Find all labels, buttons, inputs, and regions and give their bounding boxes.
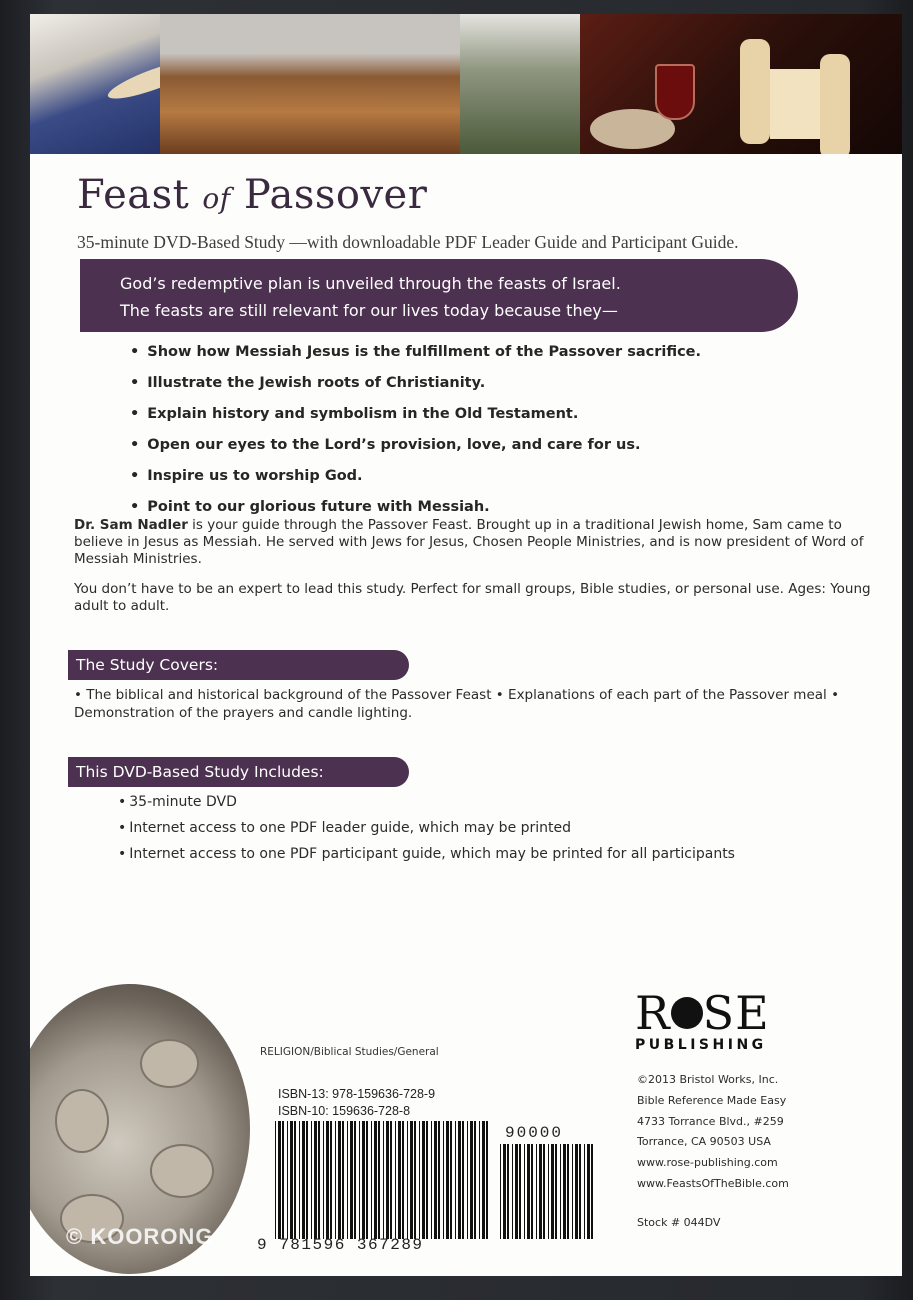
barcode-bar xyxy=(555,1144,557,1239)
barcode-bar xyxy=(563,1144,566,1239)
isbn10-label: ISBN-10: 159636-728-8 xyxy=(278,1104,411,1118)
banner-line: The feasts are still relevant for our lives today because they— xyxy=(120,301,618,320)
barcode-bar xyxy=(410,1121,413,1239)
barcode-bar xyxy=(591,1144,593,1239)
logo-wordmark: R SE xyxy=(635,986,770,1040)
barcode-bar xyxy=(503,1144,506,1239)
torah-scroll-image xyxy=(740,39,770,144)
publisher-line: 4733 Torrance Blvd., #259 xyxy=(637,1114,784,1128)
logo-subtitle: PUBLISHING xyxy=(635,1037,767,1053)
barcode-bar xyxy=(398,1121,401,1239)
barcode-bar xyxy=(584,1144,585,1239)
barcode-bar xyxy=(362,1121,365,1239)
banner-line: God’s redemptive plan is unveiled through the feasts of Israel. xyxy=(120,274,621,293)
includes-list xyxy=(118,794,735,872)
publisher-line: Torrance, CA 90503 USA xyxy=(637,1135,771,1149)
isbn13-label: ISBN-13: 978-159636-728-9 xyxy=(278,1087,436,1101)
barcode-bar xyxy=(524,1144,525,1239)
barcode-bar xyxy=(338,1121,341,1239)
barcode-bar xyxy=(326,1121,329,1239)
includes-heading: This DVD-Based Study Includes: xyxy=(68,757,409,787)
addon-number: 90000 xyxy=(505,1124,564,1142)
author-name: Dr. Sam Nadler xyxy=(74,517,188,533)
barcode-bar xyxy=(531,1144,533,1239)
barcode-bar xyxy=(342,1121,344,1239)
barcode-bar xyxy=(527,1144,530,1239)
barcode-bar xyxy=(486,1121,488,1239)
barcode-bar xyxy=(507,1144,509,1239)
barcode-bar xyxy=(587,1144,590,1239)
barcode-bar xyxy=(383,1121,384,1239)
list-item: • 35-minute DVD xyxy=(118,794,735,820)
barcode-bar xyxy=(299,1121,300,1239)
barcode-bar xyxy=(560,1144,561,1239)
study-covers-text: • The biblical and historical background of the Passover Feast • Explanations of each part of the Passover meal • Demonstration of the prayers and candle lighting. xyxy=(74,687,840,721)
list-item: • Point to our glorious future with Messiah. xyxy=(130,499,701,530)
barcode-bar xyxy=(314,1121,317,1239)
barcode-bar xyxy=(500,1144,501,1239)
barcode-bar xyxy=(335,1121,336,1239)
barcode-bar xyxy=(275,1121,276,1239)
publisher-info xyxy=(637,1070,789,1195)
seder-dish-image xyxy=(150,1144,214,1198)
intro-banner xyxy=(80,259,798,332)
barcode-number: 9 781596 367289 xyxy=(257,1236,424,1254)
barcode-bar xyxy=(575,1144,578,1239)
barcode-bar xyxy=(407,1121,408,1239)
benefits-list xyxy=(130,344,701,530)
barcode-bar xyxy=(371,1121,372,1239)
publisher-logo xyxy=(635,986,785,1053)
barcode-bar xyxy=(572,1144,573,1239)
barcode-bar xyxy=(419,1121,420,1239)
barcode-bar xyxy=(287,1121,288,1239)
barcode-bar xyxy=(395,1121,396,1239)
wine-glass-image xyxy=(655,64,695,120)
barcode xyxy=(273,1121,493,1239)
product-subtitle: 35-minute DVD-Based Study —with downloadable PDF Leader Guide and Participant Guide. xyxy=(77,232,739,252)
list-item: • Internet access to one PDF participant guide, which may be printed for all participants xyxy=(118,846,735,872)
barcode-bar xyxy=(455,1121,456,1239)
barcode-bar xyxy=(306,1121,308,1239)
study-covers-heading: The Study Covers: xyxy=(68,650,409,680)
barcode-bar xyxy=(434,1121,437,1239)
list-item: • Illustrate the Jewish roots of Christianity. xyxy=(130,375,701,406)
barcode-bar xyxy=(347,1121,348,1239)
stock-number: Stock # 044DV xyxy=(637,1216,721,1229)
category-label: RELIGION/Biblical Studies/General xyxy=(260,1046,439,1058)
back-cover xyxy=(30,14,902,1276)
barcode-bar xyxy=(543,1144,545,1239)
barcode-bar xyxy=(290,1121,293,1239)
product-title: Feast of Passover xyxy=(77,172,428,218)
list-item: • Internet access to one PDF leader guide, which may be printed xyxy=(118,820,735,846)
barcode-bar xyxy=(443,1121,444,1239)
barcode-bar xyxy=(450,1121,452,1239)
publisher-line: www.rose-publishing.com xyxy=(637,1156,778,1170)
barcode-bar xyxy=(350,1121,353,1239)
seder-dish-image xyxy=(55,1089,109,1153)
barcode-bar xyxy=(551,1144,554,1239)
barcode-bar xyxy=(462,1121,464,1239)
rose-icon xyxy=(671,997,703,1029)
barcode-bar xyxy=(567,1144,569,1239)
author-paragraph: Dr. Sam Nadler is your guide through the Passover Feast. Brought up in a traditional Jewish home, Sam came to believe in Jesus as Messiah. He served with Jews for Jesus, Chosen People Ministries, and is now president of Word of Messiah Ministries. xyxy=(74,517,864,567)
torah-scroll-image xyxy=(820,54,850,154)
list-item: • Open our eyes to the Lord’s provision, love, and care for us. xyxy=(130,437,701,468)
barcode-bar xyxy=(374,1121,377,1239)
barcode-bar xyxy=(515,1144,518,1239)
barcode-bar xyxy=(470,1121,473,1239)
barcode-bar xyxy=(354,1121,356,1239)
barcode-bar xyxy=(323,1121,324,1239)
watermark: © KOORONG xyxy=(66,1224,214,1249)
lambs-photo xyxy=(160,14,460,154)
torah-parchment-image xyxy=(770,69,820,139)
barcode-bar xyxy=(482,1121,485,1239)
barcode-bar xyxy=(579,1144,581,1239)
list-item: • Show how Messiah Jesus is the fulfillment of the Passover sacrifice. xyxy=(130,344,701,375)
barcode-bar xyxy=(311,1121,312,1239)
barcode-bar xyxy=(386,1121,389,1239)
barcode-bar xyxy=(519,1144,521,1239)
barcode-bar xyxy=(438,1121,440,1239)
barcode-bar xyxy=(458,1121,461,1239)
barcode-bar xyxy=(366,1121,368,1239)
barcode-bar xyxy=(359,1121,360,1239)
barcode-bar xyxy=(548,1144,549,1239)
barcode-bar xyxy=(282,1121,284,1239)
barcode-bar xyxy=(278,1121,281,1239)
barcode-bar xyxy=(536,1144,537,1239)
publisher-line: Bible Reference Made Easy xyxy=(637,1093,787,1107)
barcode-bar xyxy=(446,1121,449,1239)
palm-photo xyxy=(460,14,580,154)
barcode-bar xyxy=(414,1121,416,1239)
barcode-bar xyxy=(390,1121,392,1239)
publisher-line: www.FeastsOfTheBible.com xyxy=(637,1176,789,1190)
seder-dish-image xyxy=(140,1039,199,1088)
barcode-bar xyxy=(479,1121,480,1239)
barcode-bar xyxy=(422,1121,425,1239)
list-item: • Inspire us to worship God. xyxy=(130,468,701,499)
barcode-bar xyxy=(318,1121,320,1239)
audience-paragraph: You don’t have to be an expert to lead this study. Perfect for small groups, Bible studies, or personal use. Ages: Young adult to adult. xyxy=(74,581,871,614)
barcode-bar xyxy=(539,1144,542,1239)
barcode-bar xyxy=(467,1121,468,1239)
photo-collage xyxy=(30,14,902,154)
addon-barcode xyxy=(498,1144,598,1239)
barcode-bar xyxy=(330,1121,332,1239)
barcode-bar xyxy=(302,1121,305,1239)
barcode-bar xyxy=(402,1121,404,1239)
barcode-bar xyxy=(431,1121,432,1239)
barcode-bar xyxy=(378,1121,380,1239)
barcode-bar xyxy=(294,1121,296,1239)
publisher-line: ©2013 Bristol Works, Inc. xyxy=(637,1073,779,1086)
list-item: • Explain history and symbolism in the Old Testament. xyxy=(130,406,701,437)
barcode-bar xyxy=(474,1121,476,1239)
barcode-bar xyxy=(426,1121,428,1239)
barcode-bar xyxy=(512,1144,513,1239)
